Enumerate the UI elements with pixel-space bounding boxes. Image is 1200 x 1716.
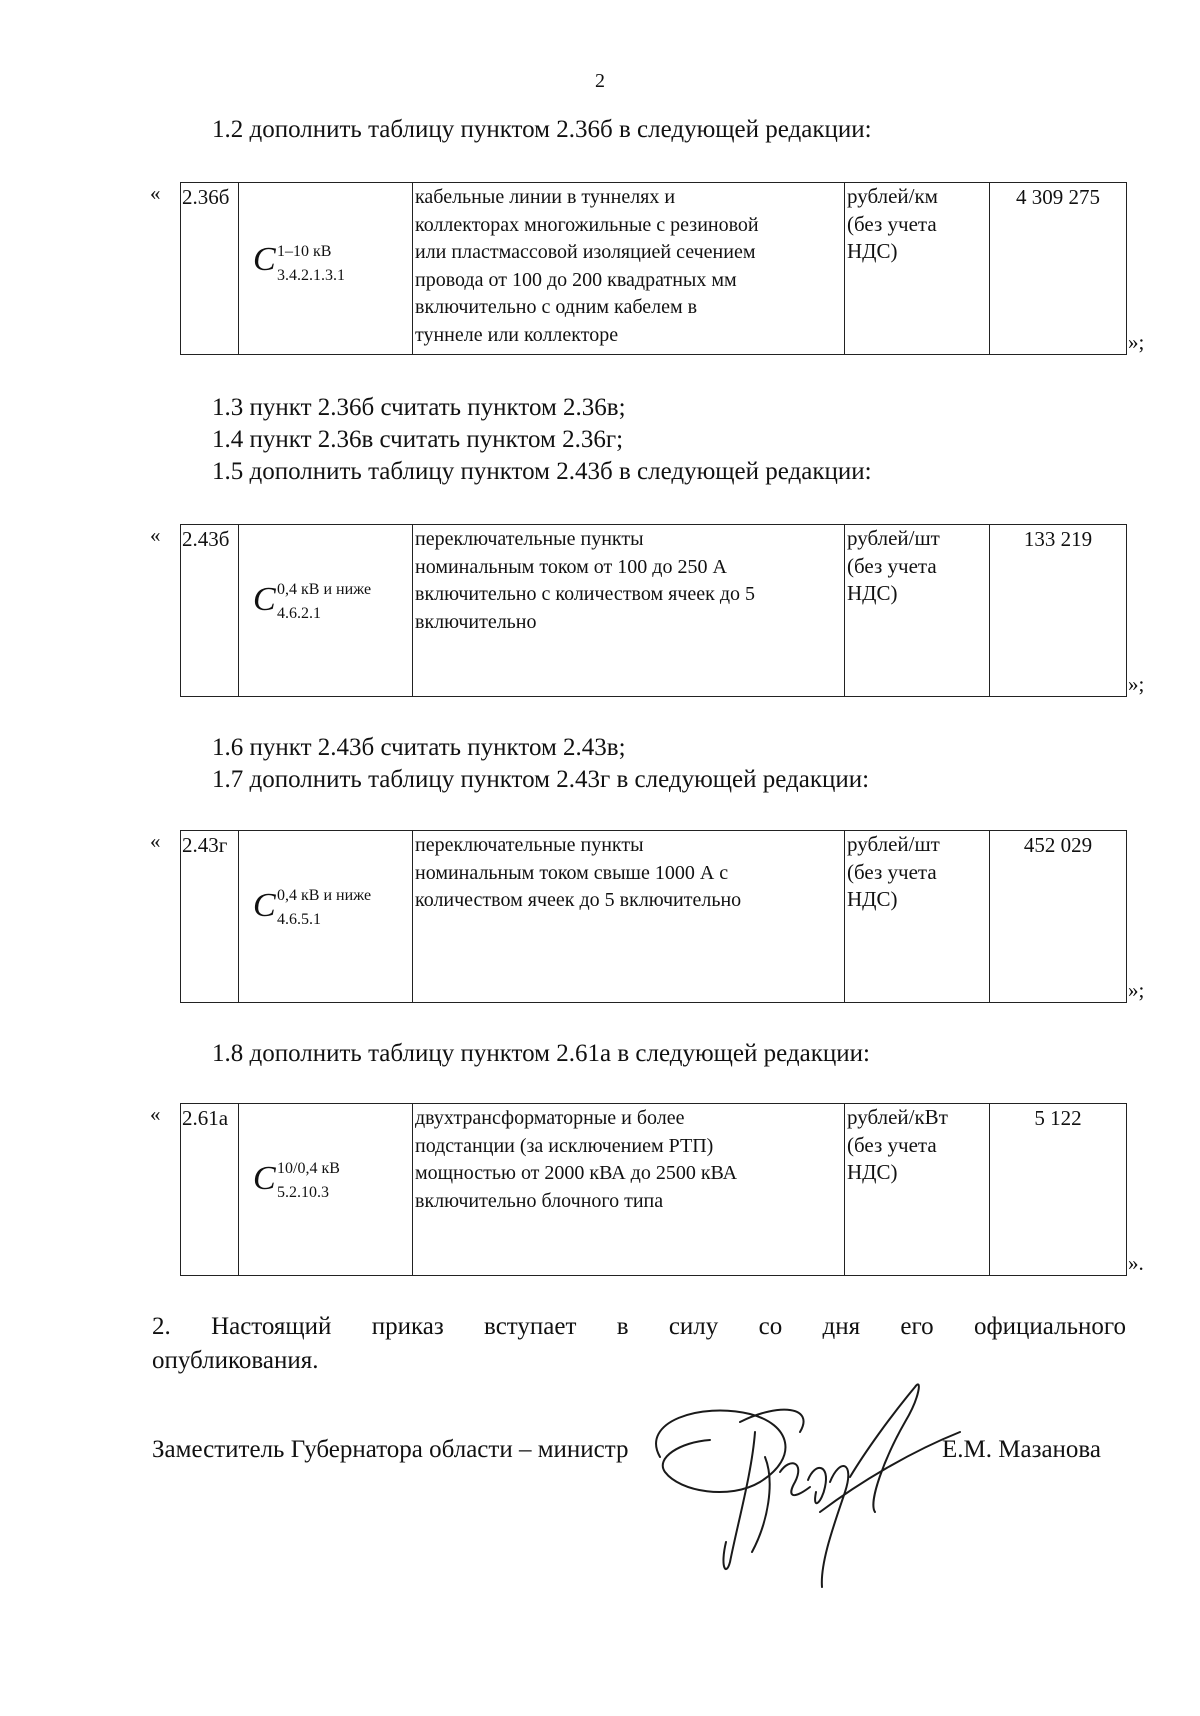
paragraph-1-6: 1.6 пункт 2.43б считать пунктом 2.43в; <box>212 734 626 761</box>
amendment-table-2-43g <box>180 830 1127 1003</box>
paragraph-1-3: 1.3 пункт 2.36б считать пунктом 2.36в; <box>212 394 626 421</box>
tariff-code: C 0,4 кВ и ниже 4.6.2.1 <box>239 525 413 697</box>
tariff-code: C 0,4 кВ и ниже 4.6.5.1 <box>239 831 413 1003</box>
amendment-table-2-36b <box>180 182 1127 355</box>
quote-close: »; <box>1128 330 1145 354</box>
quote-close: »; <box>1128 672 1145 696</box>
price-value: 4 309 275 <box>990 183 1127 355</box>
quote-open: « <box>150 1102 161 1126</box>
item-description: двухтрансформаторные и более подстанции (за исключением РТП) мощностью от 2000 кВА до 2500 кВА включительно блочного типа <box>413 1104 845 1276</box>
amendment-table-2-61a <box>180 1103 1127 1276</box>
item-description: переключательные пункты номинальным током от 100 до 250 А включительно с количеством ячеек до 5 включительно <box>413 525 845 697</box>
paragraph-1-2: 1.2 дополнить таблицу пунктом 2.36б в следующей редакции: <box>212 116 872 143</box>
paragraph-1-5: 1.5 дополнить таблицу пунктом 2.43б в следующей редакции: <box>212 458 872 485</box>
quote-close: ». <box>1128 1251 1144 1275</box>
item-number: 2.43б <box>181 525 239 697</box>
item-description: переключательные пункты номинальным током свыше 1000 А с количеством ячеек до 5 включительно <box>413 831 845 1003</box>
paragraph-2-line-2: опубликования. <box>152 1347 319 1374</box>
quote-open: « <box>150 523 161 547</box>
price-value: 452 029 <box>990 831 1127 1003</box>
paragraph-1-4: 1.4 пункт 2.36в считать пунктом 2.36г; <box>212 426 624 453</box>
signatory-name: Е.М. Мазанова <box>942 1436 1101 1463</box>
paragraph-2-line-1: 2. Настоящий приказ вступает в силу со дня его официального <box>152 1313 1126 1340</box>
price-value: 133 219 <box>990 525 1127 697</box>
unit-of-measure: рублей/км (без учета НДС) <box>845 183 990 355</box>
unit-of-measure: рублей/шт (без учета НДС) <box>845 525 990 697</box>
item-number: 2.43г <box>181 831 239 1003</box>
price-value: 5 122 <box>990 1104 1127 1276</box>
quote-close: »; <box>1128 978 1145 1002</box>
paragraph-1-7: 1.7 дополнить таблицу пунктом 2.43г в следующей редакции: <box>212 766 870 793</box>
page-number: 2 <box>595 70 605 92</box>
paragraph-1-8: 1.8 дополнить таблицу пунктом 2.61а в следующей редакции: <box>212 1040 870 1067</box>
item-number: 2.61а <box>181 1104 239 1276</box>
unit-of-measure: рублей/кВт (без учета НДС) <box>845 1104 990 1276</box>
tariff-code: C 1–10 кВ 3.4.2.1.3.1 <box>239 183 413 355</box>
quote-open: « <box>150 181 161 205</box>
unit-of-measure: рублей/шт (без учета НДС) <box>845 831 990 1003</box>
quote-open: « <box>150 829 161 853</box>
item-number: 2.36б <box>181 183 239 355</box>
signatory-title: Заместитель Губернатора области – министр <box>152 1436 629 1463</box>
handwritten-signature <box>640 1362 980 1592</box>
amendment-table-2-43b <box>180 524 1127 697</box>
item-description: кабельные линии в туннелях и коллекторах многожильные с резиновой или пластмассовой изоляцией сечением провода от 100 до 200 квадратных мм включительно с одним кабелем в туннеле или коллекторе <box>413 183 845 355</box>
tariff-code: C 10/0,4 кВ 5.2.10.3 <box>239 1104 413 1276</box>
